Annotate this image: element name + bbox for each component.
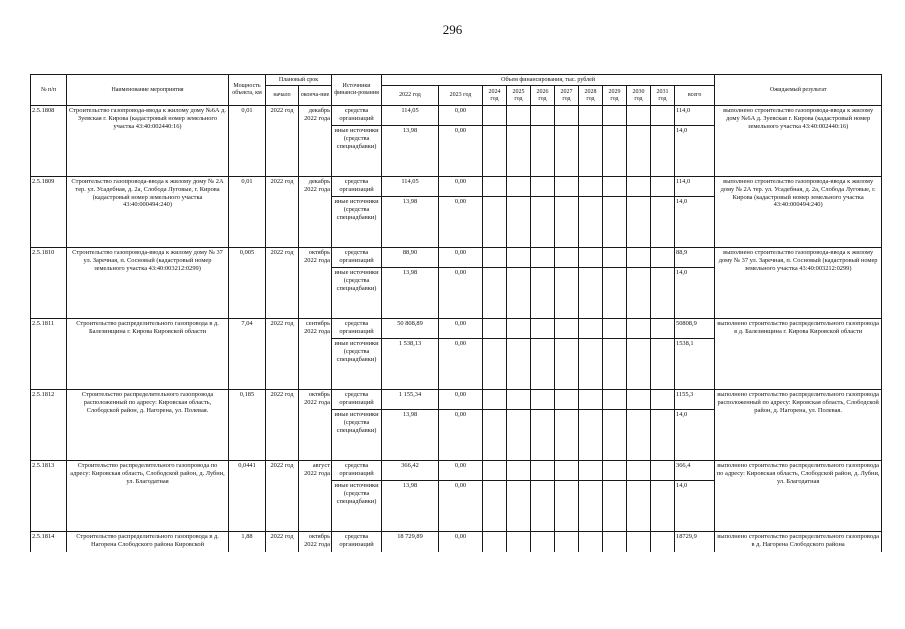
row-name: Строительство распределительного газопровода в д. Нагорена Слободского района Кировской [67,532,229,553]
header-2027: 2027 год [555,86,579,106]
row-start: 2022 год [266,390,299,461]
row-result: выполнено строительство распределительного газопровода в д. Балезинщина г. Кирова Кировской области [715,319,882,390]
row-end: октябрь 2022 года [299,248,332,319]
row-value-2027 [555,410,579,461]
row-num: 2.5.1808 [31,106,67,177]
row-value-2022: 88,90 [382,248,439,268]
row-end: сентябрь 2022 года [299,319,332,390]
row-value-2022: 1 538,13 [382,339,439,390]
row-value-2025 [507,248,531,268]
row-result: выполнено строительство распределительного газопровода в д. Нагорена Слободского района [715,532,882,553]
row-source-organizations: средства организаций [332,319,382,339]
row-value-2022: 114,05 [382,106,439,126]
row-value-total: 1155,3 [675,390,715,410]
row-value-2026 [531,197,555,248]
row-value-2022: 1 155,34 [382,390,439,410]
row-value-2022: 13,98 [382,268,439,319]
row-value-2028 [579,339,603,390]
row-value-2028 [579,481,603,532]
row-source-other: иные источники (средства спецнадбавки) [332,126,382,177]
row-value-2030 [627,268,651,319]
table-row [31,248,882,268]
row-capacity: 0,01 [229,106,266,177]
header-total: всего [675,86,715,106]
row-value-2030 [627,126,651,177]
row-value-2023: 0,00 [439,268,483,319]
row-value-2024 [483,197,507,248]
row-value-2028 [579,106,603,126]
header-2025: 2025 год [507,86,531,106]
row-value-2025 [507,197,531,248]
row-value-2026 [531,461,555,481]
row-value-2026 [531,339,555,390]
row-name: Строительство газопровода-ввода к жилому дому №6А д. Зуевская г. Кирова (кадастровый номер земельного участка 43:40:002440:16) [67,106,229,177]
header-2028: 2028 год [579,86,603,106]
header-name: Наименование мероприятия [67,75,229,106]
row-end: август 2022 года [299,461,332,532]
row-value-total: 14,0 [675,268,715,319]
row-name: Строительство распределительного газопровода расположенный по адресу: Кировская область, Слободской район, д. Нагорена, ул. Полевая. [67,390,229,461]
row-value-2028 [579,197,603,248]
row-value-total: 114,0 [675,106,715,126]
row-value-2025 [507,390,531,410]
funding-table [30,74,882,552]
row-value-2023: 0,00 [439,319,483,339]
row-source-organizations: средства организаций [332,106,382,126]
header-capacity: Мощность объекта, км [229,75,266,106]
row-value-2031 [651,319,675,339]
row-capacity: 7,04 [229,319,266,390]
row-value-2022: 50 808,89 [382,319,439,339]
row-value-2023: 0,00 [439,106,483,126]
row-value-2024 [483,410,507,461]
row-name: Строительство газопровода-ввода к жилому дому № 37 ул. Заречная, п. Сосновый (кадастровый номер земельного участка 43:40:003212:0299) [67,248,229,319]
row-value-2022: 114,05 [382,177,439,197]
row-value-2029 [603,339,627,390]
row-value-2023: 0,00 [439,197,483,248]
row-value-2031 [651,268,675,319]
row-value-2026 [531,268,555,319]
row-value-2029 [603,177,627,197]
row-value-2031 [651,106,675,126]
row-value-2026 [531,390,555,410]
row-value-2030 [627,461,651,481]
row-source-other: иные источники (средства спецнадбавки) [332,339,382,390]
row-value-2027 [555,481,579,532]
row-end: декабрь 2022 года [299,177,332,248]
table-row [31,461,882,481]
header-end: оконча-ние [299,86,332,106]
row-value-2027 [555,390,579,410]
row-value-2022: 13,98 [382,126,439,177]
header-num: № п/п [31,75,67,106]
row-value-2029 [603,197,627,248]
row-value-2031 [651,390,675,410]
row-value-total: 88,9 [675,248,715,268]
row-value-2024 [483,106,507,126]
row-value-2024 [483,390,507,410]
row-value-2024 [483,319,507,339]
row-value-total: 14,0 [675,481,715,532]
row-value-2024 [483,461,507,481]
row-value-2023: 0,00 [439,461,483,481]
row-source-organizations: средства организаций [332,390,382,410]
row-value-2029 [603,390,627,410]
row-value-2025 [507,481,531,532]
row-end: декабрь 2022 года [299,106,332,177]
row-value-2024 [483,268,507,319]
row-value-2023: 0,00 [439,248,483,268]
row-value-total: 14,0 [675,410,715,461]
row-capacity: 0,005 [229,248,266,319]
row-value-2028 [579,177,603,197]
row-value-2027 [555,197,579,248]
row-value-2029 [603,461,627,481]
row-value-2025 [507,461,531,481]
row-value-2022: 13,98 [382,410,439,461]
row-value-2029 [603,410,627,461]
row-value-2025 [507,319,531,339]
row-source-organizations: средства организаций [332,177,382,197]
row-value-2025 [507,126,531,177]
row-value-total: 18729,9 [675,532,715,553]
table-row [31,532,882,553]
row-value-2024 [483,532,507,553]
row-value-2026 [531,481,555,532]
row-result: выполнено строительство газопровода-ввода к жилому дому № 2А тер. ул. Усадебная, д. 2а, Слобода Луговые, г. Кирова (кадастровый номер земельного участка 43:40:000494:240) [715,177,882,248]
row-value-2024 [483,339,507,390]
row-value-2023: 0,00 [439,177,483,197]
row-value-2031 [651,481,675,532]
row-value-2031 [651,177,675,197]
row-value-2031 [651,248,675,268]
row-start: 2022 год [266,319,299,390]
row-name: Строительство распределительного газопровода в д. Балезинщина г. Кирова Кировской области [67,319,229,390]
row-value-total: 1538,1 [675,339,715,390]
header-sources: Источники финанси-рования [332,75,382,106]
table-row [31,177,882,197]
row-capacity: 0,01 [229,177,266,248]
row-num: 2.5.1811 [31,319,67,390]
row-value-2023: 0,00 [439,339,483,390]
table-row [31,106,882,126]
row-result: выполнено строительство газопровода-ввода к жилому дому № 37 ул. Заречная, п. Сосновый (кадастровый номер земельного участка 43:40:003212:0299) [715,248,882,319]
table-body [31,106,882,553]
row-value-2023: 0,00 [439,410,483,461]
row-source-other: иные источники (средства спецнадбавки) [332,481,382,532]
row-value-2027 [555,248,579,268]
header-2022: 2022 год [382,86,439,106]
row-end: октябрь 2022 года [299,390,332,461]
row-value-2024 [483,177,507,197]
header-funding: Объем финансирования, тыс. рублей [382,75,715,86]
row-value-2026 [531,177,555,197]
row-value-2026 [531,106,555,126]
row-value-2026 [531,410,555,461]
row-capacity: 1,88 [229,532,266,553]
row-value-2027 [555,106,579,126]
row-result: выполнено строительство газопровода-ввода к жилому дому №6А д. Зуевская г. Кирова (кадастровый номер земельного участка 43:40:002440:16) [715,106,882,177]
row-value-2023: 0,00 [439,532,483,553]
row-value-2025 [507,177,531,197]
row-value-total: 50808,9 [675,319,715,339]
row-value-2028 [579,390,603,410]
row-value-2027 [555,268,579,319]
row-value-2028 [579,461,603,481]
row-result: выполнено строительство распределительного газопровода расположенный по адресу: Кировская область, Слободской район, д. Нагорена, ул. Полевая. [715,390,882,461]
row-num: 2.5.1813 [31,461,67,532]
row-capacity: 0,185 [229,390,266,461]
row-value-2028 [579,532,603,553]
row-value-2022: 13,98 [382,197,439,248]
row-start: 2022 год [266,106,299,177]
row-value-2031 [651,410,675,461]
header-2031: 2031 год [651,86,675,106]
row-value-2027 [555,319,579,339]
row-value-2022: 13,98 [382,481,439,532]
row-value-2029 [603,481,627,532]
row-value-2028 [579,268,603,319]
row-value-total: 14,0 [675,126,715,177]
row-value-2029 [603,126,627,177]
row-value-2023: 0,00 [439,390,483,410]
row-value-2026 [531,248,555,268]
row-name: Строительство распределительного газопровода по адресу: Кировская область, Слободской район, д. Лубни, ул. Благодатная [67,461,229,532]
row-value-2025 [507,268,531,319]
row-value-2024 [483,481,507,532]
row-value-2030 [627,339,651,390]
row-value-2030 [627,177,651,197]
row-value-2025 [507,339,531,390]
row-value-2030 [627,248,651,268]
row-source-organizations: средства организаций [332,248,382,268]
table-row [31,319,882,339]
row-value-2030 [627,532,651,553]
row-value-2025 [507,532,531,553]
row-value-2027 [555,177,579,197]
row-value-2028 [579,126,603,177]
row-value-2030 [627,410,651,461]
row-value-2023: 0,00 [439,481,483,532]
row-value-2022: 366,42 [382,461,439,481]
row-value-2030 [627,319,651,339]
row-value-2029 [603,248,627,268]
header-start: начало [266,86,299,106]
row-source-other: иные источники (средства спецнадбавки) [332,197,382,248]
row-value-2027 [555,339,579,390]
row-source-organizations: средства организаций [332,461,382,481]
row-value-2028 [579,248,603,268]
row-value-2022: 18 729,89 [382,532,439,553]
row-value-2028 [579,319,603,339]
row-value-total: 114,0 [675,177,715,197]
header-2024: 2024 год [483,86,507,106]
table-row [31,390,882,410]
row-value-2029 [603,268,627,319]
row-value-2025 [507,106,531,126]
row-value-2030 [627,106,651,126]
row-value-2031 [651,339,675,390]
row-source-other: иные источники (средства спецнадбавки) [332,268,382,319]
row-value-2027 [555,461,579,481]
row-end: октябрь 2022 года [299,532,332,553]
header-2023: 2023 год [439,86,483,106]
header-2026: 2026 год [531,86,555,106]
header-2030: 2030 год [627,86,651,106]
row-value-2031 [651,461,675,481]
row-start: 2022 год [266,461,299,532]
row-value-2031 [651,532,675,553]
row-value-2029 [603,532,627,553]
row-source: средства организаций [332,532,382,553]
row-value-2030 [627,390,651,410]
header-planned-period: Плановый срок [266,75,332,86]
row-source-other: иные источники (средства спецнадбавки) [332,410,382,461]
row-num: 2.5.1810 [31,248,67,319]
header-2029: 2029 год [603,86,627,106]
row-start: 2022 год [266,248,299,319]
row-start: 2022 год [266,532,299,553]
row-value-2031 [651,126,675,177]
row-value-2030 [627,197,651,248]
page-number: 296 [442,22,463,37]
row-value-2029 [603,106,627,126]
row-value-2030 [627,481,651,532]
row-num: 2.5.1812 [31,390,67,461]
row-value-2024 [483,248,507,268]
row-value-2027 [555,126,579,177]
row-value-2029 [603,319,627,339]
row-name: Строительство газопровода-ввода к жилому дому № 2А тер. ул. Усадебная, д. 2а, Слобода Луговые, г. Кирова (кадастровый номер земельного участка 43:40:000494:240) [67,177,229,248]
row-value-2026 [531,126,555,177]
row-value-2025 [507,410,531,461]
header-result: Ожидаемый результат [715,75,882,106]
row-value-2023: 0,00 [439,126,483,177]
row-value-2024 [483,126,507,177]
row-value-total: 366,4 [675,461,715,481]
row-value-2027 [555,532,579,553]
row-start: 2022 год [266,177,299,248]
row-value-2028 [579,410,603,461]
row-value-2031 [651,197,675,248]
row-value-total: 14,0 [675,197,715,248]
row-num: 2.5.1814 [31,532,67,553]
row-capacity: 0,0441 [229,461,266,532]
row-result: выполнено строительство распределительного газопровода по адресу: Кировская область, Слободской район, д. Лубни, ул. Благодатная [715,461,882,532]
row-value-2026 [531,532,555,553]
row-value-2026 [531,319,555,339]
row-num: 2.5.1809 [31,177,67,248]
